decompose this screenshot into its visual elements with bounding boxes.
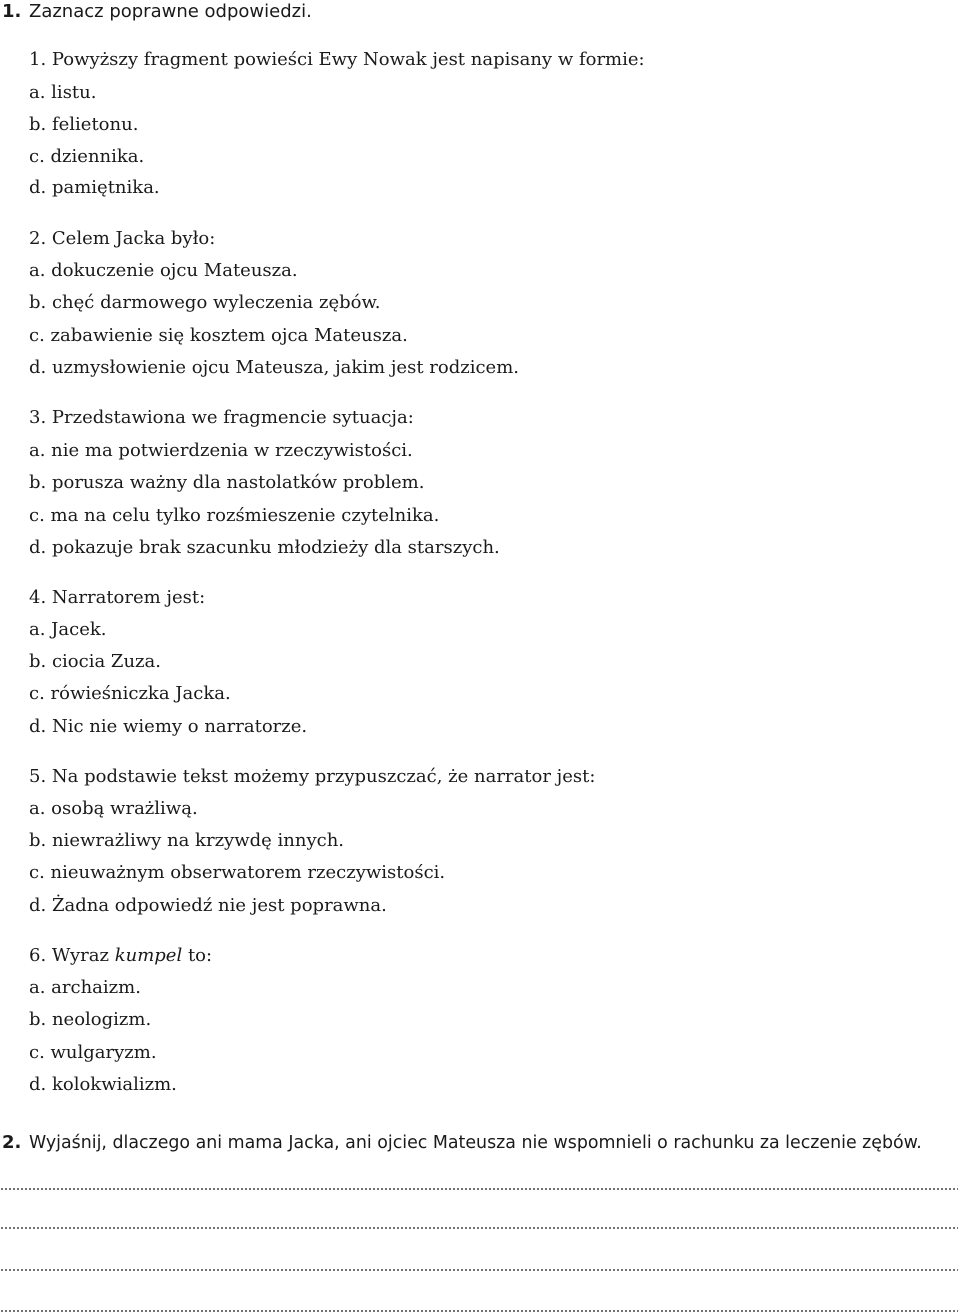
task-1-instruction: Zaznacz poprawne odpowiedzi. bbox=[29, 1, 312, 22]
answer-line-2[interactable] bbox=[0, 1227, 958, 1229]
question-3-option-a[interactable]: a. nie ma potwierdzenia w rzeczywistości. bbox=[29, 440, 413, 461]
question-6-prompt bbox=[29, 945, 212, 967]
question-5-option-d[interactable]: d. Żadna odpowiedź nie jest poprawna. bbox=[29, 895, 387, 916]
question-1-option-a[interactable]: a. listu. bbox=[29, 82, 97, 103]
question-4-prompt: 4. Narratorem jest: bbox=[29, 587, 206, 608]
question-6-prompt-before: 6. Wyraz bbox=[29, 945, 115, 966]
answer-line-1[interactable] bbox=[0, 1188, 958, 1190]
question-3-option-c[interactable]: c. ma na celu tylko rozśmieszenie czytelnika. bbox=[29, 505, 440, 526]
question-2-option-a[interactable]: a. dokuczenie ojcu Mateusza. bbox=[29, 260, 298, 281]
answer-line-4[interactable] bbox=[0, 1310, 958, 1312]
question-6-option-d[interactable]: d. kolokwializm. bbox=[29, 1074, 177, 1095]
question-5-option-c[interactable]: c. nieuważnym obserwatorem rzeczywistości. bbox=[29, 862, 446, 883]
answer-line-3[interactable] bbox=[0, 1269, 958, 1271]
question-2-option-c[interactable]: c. zabawienie się kosztem ojca Mateusza. bbox=[29, 325, 408, 346]
task-2-number: 2. bbox=[2, 1132, 22, 1153]
question-5-option-a[interactable]: a. osobą wrażliwą. bbox=[29, 798, 198, 819]
question-1-prompt: 1. Powyższy fragment powieści Ewy Nowak jest napisany w formie: bbox=[29, 49, 645, 70]
question-2-option-d[interactable]: d. uzmysłowienie ojcu Mateusza, jakim jest rodzicem. bbox=[29, 357, 519, 378]
question-5-prompt: 5. Na podstawie tekst możemy przypuszczać, że narrator jest: bbox=[29, 766, 596, 787]
question-4-option-d[interactable]: d. Nic nie wiemy o narratorze. bbox=[29, 716, 308, 737]
question-3-option-b[interactable]: b. porusza ważny dla nastolatków problem. bbox=[29, 472, 425, 493]
question-2-prompt: 2. Celem Jacka było: bbox=[29, 228, 216, 249]
question-6-prompt-term: kumpel bbox=[114, 945, 183, 966]
question-2-option-b[interactable]: b. chęć darmowego wyleczenia zębów. bbox=[29, 292, 381, 313]
question-4-option-b[interactable]: b. ciocia Zuza. bbox=[29, 651, 161, 672]
question-6-prompt-after: to: bbox=[182, 945, 213, 966]
task-2-instruction: Wyjaśnij, dlaczego ani mama Jacka, ani ojciec Mateusza nie wspomnieli o rachunku za leczenie zębów. bbox=[29, 1133, 922, 1153]
question-5-option-b[interactable]: b. niewrażliwy na krzywdę innych. bbox=[29, 830, 345, 851]
task-1-number: 1. bbox=[2, 1, 22, 22]
question-1-option-d[interactable]: d. pamiętnika. bbox=[29, 177, 160, 198]
question-4-option-c[interactable]: c. rówieśniczka Jacka. bbox=[29, 683, 231, 704]
question-6-option-a[interactable]: a. archaizm. bbox=[29, 977, 141, 998]
question-6-option-b[interactable]: b. neologizm. bbox=[29, 1009, 152, 1030]
question-3-prompt: 3. Przedstawiona we fragmencie sytuacja: bbox=[29, 407, 414, 428]
question-4-option-a[interactable]: a. Jacek. bbox=[29, 619, 107, 640]
question-3-option-d[interactable]: d. pokazuje brak szacunku młodzieży dla starszych. bbox=[29, 537, 500, 558]
question-1-option-b[interactable]: b. felietonu. bbox=[29, 114, 139, 135]
question-1-option-c[interactable]: c. dziennika. bbox=[29, 146, 145, 167]
question-6-option-c[interactable]: c. wulgaryzm. bbox=[29, 1042, 157, 1063]
